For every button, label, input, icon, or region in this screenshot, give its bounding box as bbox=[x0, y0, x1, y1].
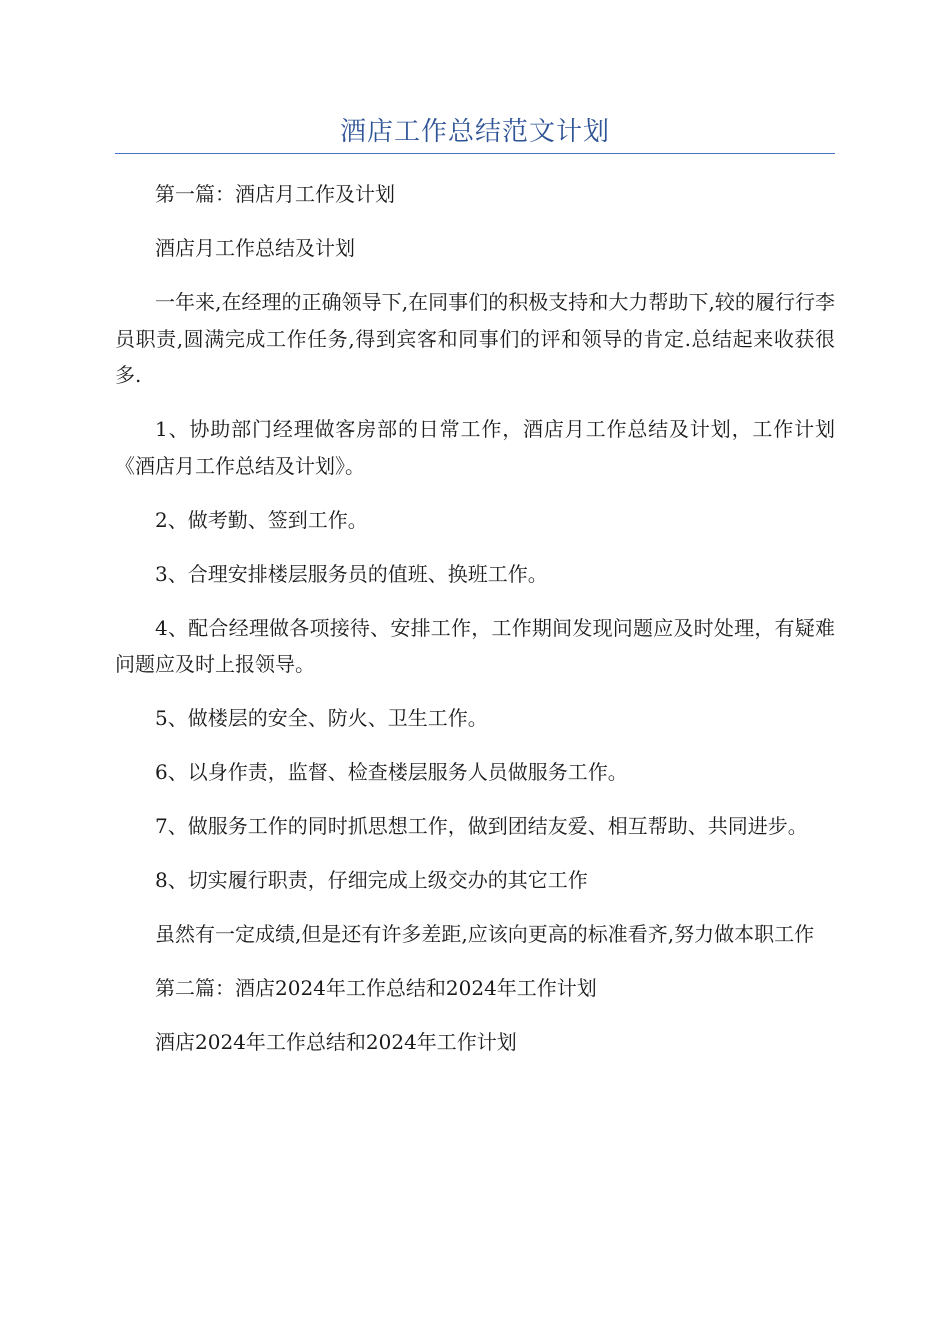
section-subtitle-2: 酒店2024年工作总结和2024年工作计划 bbox=[155, 1030, 517, 1054]
list-item-4: 4、配合经理做各项接待、安排工作，工作期间发现问题应及时处理，有疑难问题应及时上报领导。 bbox=[115, 615, 835, 676]
list-item-7: 7、做服务工作的同时抓思想工作，做到团结友爱、相互帮助、共同进步。 bbox=[155, 814, 808, 838]
title-underline bbox=[115, 153, 835, 154]
list-item-2: 2、做考勤、签到工作。 bbox=[155, 507, 368, 532]
page-title: 酒店工作总结范文计划 bbox=[339, 117, 610, 147]
list-item-3: 3、合理安排楼层服务员的值班、换班工作。 bbox=[155, 561, 548, 586]
document-page bbox=[115, 0, 835, 1344]
intro-paragraph: 一年来,在经理的正确领导下,在同事们的积极支持和大力帮助下,较的履行行李员职责,圆满完成工作任务,得到宾客和同事们的评和领导的肯定.总结起来收获很多. bbox=[115, 290, 835, 387]
section-heading-1: 第一篇：酒店月工作及计划 bbox=[155, 182, 395, 206]
section-subtitle-1: 酒店月工作总结及计划 bbox=[155, 236, 355, 260]
list-item-8: 8、切实履行职责，仔细完成上级交办的其它工作 bbox=[155, 868, 588, 892]
list-item-6: 6、以身作责，监督、检查楼层服务人员做服务工作。 bbox=[155, 760, 628, 784]
closing-paragraph: 虽然有一定成绩,但是还有许多差距,应该向更高的标准看齐,努力做本职工作 bbox=[155, 922, 815, 946]
title-block bbox=[115, 112, 835, 152]
section-heading-2: 第二篇：酒店2024年工作总结和2024年工作计划 bbox=[155, 976, 597, 1000]
document-body bbox=[115, 176, 835, 1078]
list-item-1: 1、协助部门经理做客房部的日常工作，酒店月工作总结及计划，工作计划《酒店月工作总结及计划》。 bbox=[115, 417, 835, 478]
list-item-5: 5、做楼层的安全、防火、卫生工作。 bbox=[155, 706, 488, 730]
